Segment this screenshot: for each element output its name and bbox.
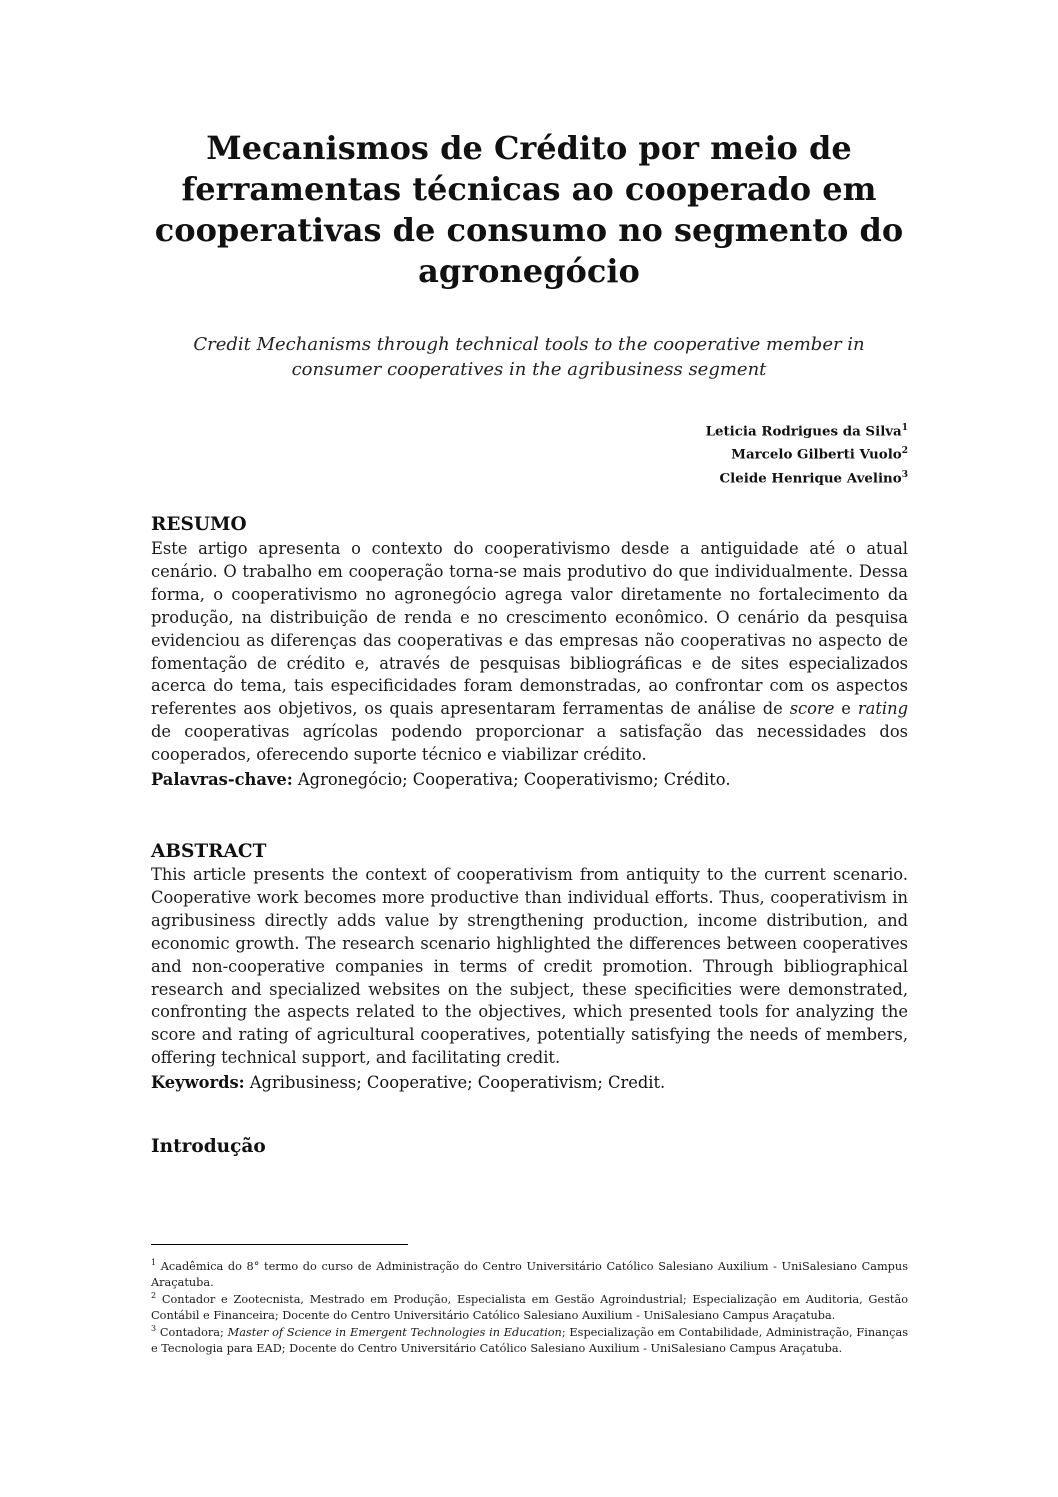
footnote-mark: 2 (901, 446, 908, 457)
footnote-1: $^1$ Acadêmica do 8° termo do curso de Administração do Centro Universitário Católico Salesiano Auxilium - UniSalesiano Campus Araçatuba. (151, 1258, 908, 1290)
footnote-separator (151, 1244, 408, 1245)
author-list (706, 418, 908, 488)
author (706, 465, 908, 488)
resumo-keywords: Palavras-chave: Agronegócio; Cooperativa; Cooperativismo; Crédito. (151, 770, 731, 789)
footnote-2: $^2$ Contador e Zootecnista, Mestrado em Produção, Especialista em Gestão Agroindustrial; Especialização em Auditoria, Gestão Contábil e Financeira; Docente do Centro Universitário Católico Salesiano Auxilium - UniSalesiano Campus Araçatuba. (151, 1291, 908, 1323)
author-name: Marcelo Gilberti Vuolo (731, 446, 902, 463)
author-name: Cleide Henrique Avelino (719, 470, 902, 487)
footnote-mark: 3 (901, 469, 908, 480)
score-term: score (789, 699, 835, 719)
abstract-text: This article presents the context of cooperativism from antiquity to the current scenario. Cooperative work becomes more productive than individual efforts. Thus, cooperativism in agribusiness directly adds value by strengthening production, income distribution, and economic growth. The research scenario highlighted the differences between cooperatives and non-cooperative companies in terms of credit promotion. Through bibliographical research and specialized websites on the subject, these specificities were demonstrated, confronting the aspects related to the objectives, which presented tools for analyzing the score and rating of agricultural cooperatives, potentially satisfying the needs of members, offering technical support, and facilitating credit. (151, 865, 908, 1068)
author-name: Leticia Rodrigues da Silva (705, 423, 902, 440)
abstract-heading: ABSTRACT (151, 841, 267, 862)
keywords-label: Keywords: (151, 1073, 245, 1092)
resumo-heading: RESUMO (151, 514, 247, 535)
footnote-mark: 1 (901, 423, 908, 433)
paper-title: Mecanismos de Crédito por meio de ferramentas técnicas ao cooperado em cooperativas de consumo no segmento do agronegócio (154, 129, 904, 290)
rating-term: rating (857, 699, 908, 719)
author (706, 441, 908, 464)
paper-subtitle-english: Credit Mechanisms through technical tools to the cooperative member in consumer cooperatives in the agribusiness segment (193, 334, 865, 380)
resumo-text: Este artigo apresenta o contexto do cooperativismo desde a antiguidade até o atual cenário. O trabalho em cooperação torna-se mais produtivo do que individualmente. Dessa forma, o cooperativismo no agronegócio agrega valor diretamente no fortalecimento da produção, na distribuição de renda e no crescimento econômico. O cenário da pesquisa evidenciou as diferenças das cooperativas e das empresas não cooperativas no aspecto de fomentação de crédito e, através de pesquisas bibliográficas e de sites especializados acerca do tema, tais especificidades foram demonstradas, ao confrontar com os aspectos referentes aos objetivos, os quais apresentaram ferramentas de análise de score e rating de cooperativas agrícolas podendo proporcionar a satisfação das necessidades dos cooperados, oferecendo suporte técnico e viabilizar crédito. (151, 539, 908, 765)
introduction-heading: Introdução (151, 1136, 266, 1157)
abstract-keywords: Keywords: Agribusiness; Cooperative; Cooperativism; Credit. (151, 1073, 666, 1092)
keywords-label: Palavras-chave: (151, 770, 293, 789)
author (706, 418, 908, 441)
footnote-3: $^3$ Contadora; Master of Science in Emergent Technologies in Education; Especialização em Contabilidade, Administração, Finanças e Tecnologia para EAD; Docente do Centro Universitário Católico Salesiano Auxilium - UniSalesiano Campus Araçatuba. (151, 1324, 908, 1356)
